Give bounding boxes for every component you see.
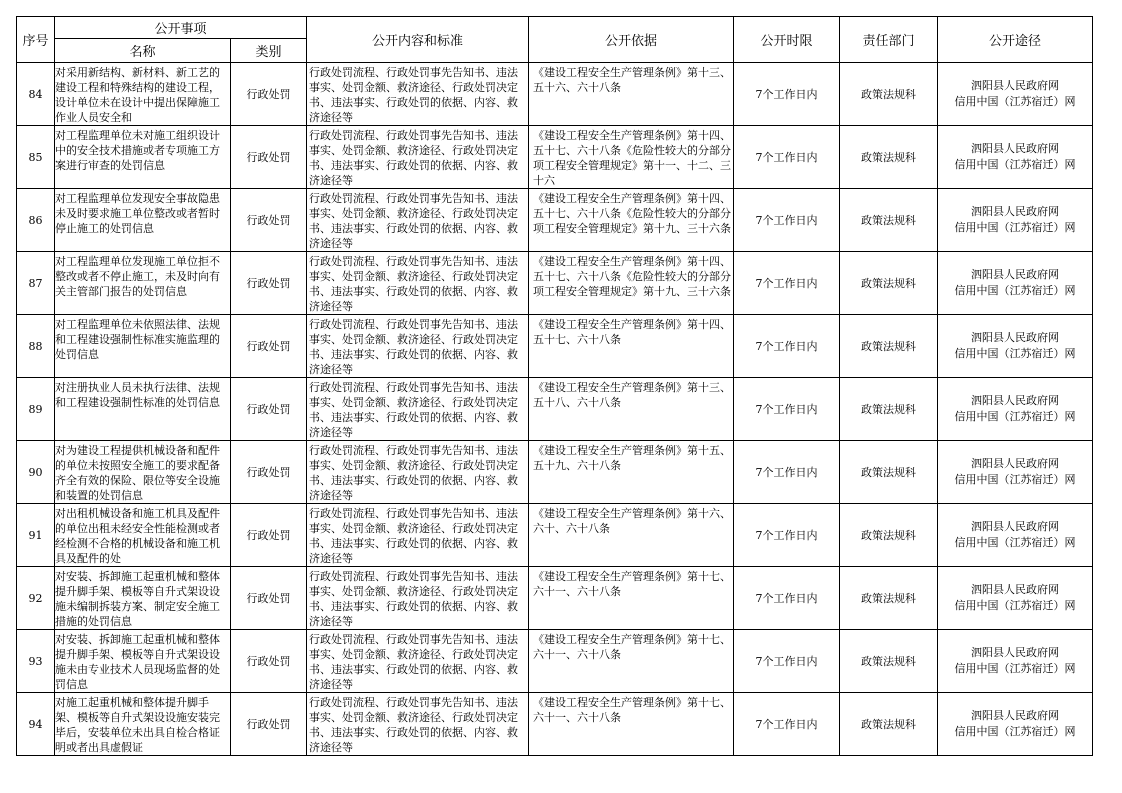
header-channel: 公开途径 xyxy=(938,17,1093,63)
row-category: 行政处罚 xyxy=(246,591,291,605)
disclosure-table xyxy=(16,16,1093,756)
channel-line-2: 信用中国（江苏宿迁）网 xyxy=(954,284,1076,297)
row-time-limit: 7个工作日内 xyxy=(755,87,818,101)
row-channel xyxy=(938,63,1093,126)
row-department: 政策法规科 xyxy=(861,465,916,479)
row-name: 对采用新结构、新材料、新工艺的建设工程和特殊结构的建设工程，设计单位未在设计中提出保障施工作业人员安全和 xyxy=(55,65,220,124)
row-category: 行政处罚 xyxy=(246,213,291,227)
row-seq: 93 xyxy=(28,654,43,668)
table-row xyxy=(17,189,1093,252)
channel-line-1: 泗阳县人民政府网 xyxy=(971,142,1059,155)
row-seq: 90 xyxy=(28,465,43,479)
row-basis: 《建设工程安全生产管理条例》第十三、五十六、六十八条 xyxy=(533,65,731,94)
row-seq: 94 xyxy=(28,717,43,731)
header-name: 名称 xyxy=(55,39,231,63)
row-seq: 84 xyxy=(28,87,43,101)
header-basis: 公开依据 xyxy=(529,17,734,63)
channel-line-2: 信用中国（江苏宿迁）网 xyxy=(954,725,1076,738)
row-name: 对安装、拆卸施工起重机械和整体提升脚手架、模板等自升式架设设施未由专业技术人员现场监督的处罚信息 xyxy=(55,632,220,691)
channel-line-1: 泗阳县人民政府网 xyxy=(971,79,1059,92)
row-name: 对施工起重机械和整体提升脚手架、模板等自升式架设设施安装完毕后，安装单位未出具自检合格证明或者出具虚假证 xyxy=(55,695,220,754)
row-name: 对工程监理单位未依照法律、法规和工程建设强制性标准实施监理的处罚信息 xyxy=(55,317,220,361)
table-row xyxy=(17,315,1093,378)
row-basis: 《建设工程安全生产管理条例》第十四、五十七、六十八条《危险性较大的分部分项工程安全管理规定》第十一、十二、三十六 xyxy=(533,128,731,187)
row-department: 政策法规科 xyxy=(861,717,916,731)
row-department: 政策法规科 xyxy=(861,339,916,353)
row-category: 行政处罚 xyxy=(246,654,291,668)
row-seq: 92 xyxy=(28,591,43,605)
row-name: 对为建设工程提供机械设备和配件的单位未按照安全施工的要求配备齐全有效的保险、限位等安全设施和装置的处罚信息 xyxy=(55,443,220,502)
row-channel xyxy=(938,315,1093,378)
row-department: 政策法规科 xyxy=(861,276,916,290)
row-channel xyxy=(938,693,1093,756)
table-row xyxy=(17,504,1093,567)
channel-line-2: 信用中国（江苏宿迁）网 xyxy=(954,158,1076,171)
header-content: 公开内容和标准 xyxy=(307,17,529,63)
row-channel xyxy=(938,441,1093,504)
row-time-limit: 7个工作日内 xyxy=(755,654,818,668)
table-row xyxy=(17,378,1093,441)
row-seq: 89 xyxy=(28,402,43,416)
channel-line-1: 泗阳县人民政府网 xyxy=(971,457,1059,470)
row-basis: 《建设工程安全生产管理条例》第十四、五十七、六十八条《危险性较大的分部分项工程安全管理规定》第十九、三十六条 xyxy=(533,254,731,298)
row-category: 行政处罚 xyxy=(246,87,291,101)
table-row xyxy=(17,441,1093,504)
row-content: 行政处罚流程、行政处罚事先告知书、违法事实、处罚金额、救济途径、行政处罚决定书、违法事实、行政处罚的依据、内容、救济途径等 xyxy=(309,695,518,754)
row-basis: 《建设工程安全生产管理条例》第十六、六十、六十八条 xyxy=(533,506,731,535)
row-name: 对安装、拆卸施工起重机械和整体提升脚手架、模板等自升式架设设施未编制拆装方案、制定安全施工措施的处罚信息 xyxy=(55,569,220,628)
channel-line-1: 泗阳县人民政府网 xyxy=(971,646,1059,659)
row-seq: 85 xyxy=(28,150,43,164)
table-row xyxy=(17,252,1093,315)
row-basis: 《建设工程安全生产管理条例》第十五、五十九、六十八条 xyxy=(533,443,731,472)
row-department: 政策法规科 xyxy=(861,402,916,416)
row-category: 行政处罚 xyxy=(246,276,291,290)
channel-line-2: 信用中国（江苏宿迁）网 xyxy=(954,599,1076,612)
row-department: 政策法规科 xyxy=(861,87,916,101)
row-department: 政策法规科 xyxy=(861,150,916,164)
row-content: 行政处罚流程、行政处罚事先告知书、违法事实、处罚金额、救济途径、行政处罚决定书、违法事实、行政处罚的依据、内容、救济途径等 xyxy=(309,506,518,565)
row-time-limit: 7个工作日内 xyxy=(755,528,818,542)
row-content: 行政处罚流程、行政处罚事先告知书、违法事实、处罚金额、救济途径、行政处罚决定书、违法事实、行政处罚的依据、内容、救济途径等 xyxy=(309,317,518,376)
header-time-limit: 公开时限 xyxy=(734,17,840,63)
row-channel xyxy=(938,189,1093,252)
row-basis: 《建设工程安全生产管理条例》第十七、六十一、六十八条 xyxy=(533,695,731,724)
channel-line-2: 信用中国（江苏宿迁）网 xyxy=(954,473,1076,486)
header-category: 类别 xyxy=(231,39,307,63)
row-channel xyxy=(938,252,1093,315)
row-department: 政策法规科 xyxy=(861,591,916,605)
row-time-limit: 7个工作日内 xyxy=(755,402,818,416)
table-row xyxy=(17,63,1093,126)
channel-line-1: 泗阳县人民政府网 xyxy=(971,520,1059,533)
row-time-limit: 7个工作日内 xyxy=(755,465,818,479)
row-category: 行政处罚 xyxy=(246,339,291,353)
row-name: 对工程监理单位未对施工组织设计中的安全技术措施或者专项施工方案进行审查的处罚信息 xyxy=(55,128,220,172)
channel-line-2: 信用中国（江苏宿迁）网 xyxy=(954,536,1076,549)
row-name: 对出租机械设备和施工机具及配件的单位出租未经安全性能检测或者经检测不合格的机械设备和施工机具及配件的处 xyxy=(55,506,220,565)
row-category: 行政处罚 xyxy=(246,528,291,542)
row-category: 行政处罚 xyxy=(246,402,291,416)
row-content: 行政处罚流程、行政处罚事先告知书、违法事实、处罚金额、救济途径、行政处罚决定书、违法事实、行政处罚的依据、内容、救济途径等 xyxy=(309,569,518,628)
row-time-limit: 7个工作日内 xyxy=(755,717,818,731)
row-department: 政策法规科 xyxy=(861,213,916,227)
channel-line-2: 信用中国（江苏宿迁）网 xyxy=(954,95,1076,108)
row-name: 对工程监理单位发现施工单位拒不整改或者不停止施工，未及时向有关主管部门报告的处罚信息 xyxy=(55,254,220,298)
row-seq: 87 xyxy=(28,276,43,290)
table-row xyxy=(17,693,1093,756)
row-department: 政策法规科 xyxy=(861,528,916,542)
channel-line-1: 泗阳县人民政府网 xyxy=(971,709,1059,722)
header-department: 责任部门 xyxy=(840,17,938,63)
row-time-limit: 7个工作日内 xyxy=(755,276,818,290)
channel-line-1: 泗阳县人民政府网 xyxy=(971,583,1059,596)
channel-line-1: 泗阳县人民政府网 xyxy=(971,268,1059,281)
row-time-limit: 7个工作日内 xyxy=(755,339,818,353)
row-channel xyxy=(938,378,1093,441)
row-time-limit: 7个工作日内 xyxy=(755,213,818,227)
header-seq: 序号 xyxy=(17,17,55,63)
row-channel xyxy=(938,126,1093,189)
channel-line-2: 信用中国（江苏宿迁）网 xyxy=(954,221,1076,234)
row-category: 行政处罚 xyxy=(246,717,291,731)
row-content: 行政处罚流程、行政处罚事先告知书、违法事实、处罚金额、救济途径、行政处罚决定书、违法事实、行政处罚的依据、内容、救济途径等 xyxy=(309,443,518,502)
row-name: 对注册执业人员未执行法律、法规和工程建设强制性标准的处罚信息 xyxy=(55,380,220,409)
row-content: 行政处罚流程、行政处罚事先告知书、违法事实、处罚金额、救济途径、行政处罚决定书、违法事实、行政处罚的依据、内容、救济途径等 xyxy=(309,65,518,124)
row-channel xyxy=(938,504,1093,567)
row-content: 行政处罚流程、行政处罚事先告知书、违法事实、处罚金额、救济途径、行政处罚决定书、违法事实、行政处罚的依据、内容、救济途径等 xyxy=(309,380,518,439)
row-content: 行政处罚流程、行政处罚事先告知书、违法事实、处罚金额、救济途径、行政处罚决定书、违法事实、行政处罚的依据、内容、救济途径等 xyxy=(309,632,518,691)
channel-line-2: 信用中国（江苏宿迁）网 xyxy=(954,347,1076,360)
table-row xyxy=(17,126,1093,189)
row-time-limit: 7个工作日内 xyxy=(755,150,818,164)
row-seq: 88 xyxy=(28,339,43,353)
row-basis: 《建设工程安全生产管理条例》第十三、五十八、六十八条 xyxy=(533,380,731,409)
row-content: 行政处罚流程、行政处罚事先告知书、违法事实、处罚金额、救济途径、行政处罚决定书、违法事实、行政处罚的依据、内容、救济途径等 xyxy=(309,254,518,313)
row-department: 政策法规科 xyxy=(861,654,916,668)
table-row xyxy=(17,567,1093,630)
row-content: 行政处罚流程、行政处罚事先告知书、违法事实、处罚金额、救济途径、行政处罚决定书、违法事实、行政处罚的依据、内容、救济途径等 xyxy=(309,128,518,187)
row-content: 行政处罚流程、行政处罚事先告知书、违法事实、处罚金额、救济途径、行政处罚决定书、违法事实、行政处罚的依据、内容、救济途径等 xyxy=(309,191,518,250)
row-basis: 《建设工程安全生产管理条例》第十四、五十七、六十八条《危险性较大的分部分项工程安全管理规定》第十九、三十六条 xyxy=(533,191,731,235)
row-channel xyxy=(938,567,1093,630)
channel-line-1: 泗阳县人民政府网 xyxy=(971,394,1059,407)
table-row xyxy=(17,630,1093,693)
table-body xyxy=(17,63,1093,756)
channel-line-2: 信用中国（江苏宿迁）网 xyxy=(954,662,1076,675)
row-seq: 91 xyxy=(28,528,43,542)
row-category: 行政处罚 xyxy=(246,465,291,479)
row-time-limit: 7个工作日内 xyxy=(755,591,818,605)
row-category: 行政处罚 xyxy=(246,150,291,164)
row-seq: 86 xyxy=(28,213,43,227)
row-name: 对工程监理单位发现安全事故隐患未及时要求施工单位整改或者暂时停止施工的处罚信息 xyxy=(55,191,220,235)
row-basis: 《建设工程安全生产管理条例》第十四、五十七、六十八条 xyxy=(533,317,731,346)
header-item-group: 公开事项 xyxy=(55,17,307,39)
row-channel xyxy=(938,630,1093,693)
row-basis: 《建设工程安全生产管理条例》第十七、六十一、六十八条 xyxy=(533,632,731,661)
channel-line-2: 信用中国（江苏宿迁）网 xyxy=(954,410,1076,423)
channel-line-1: 泗阳县人民政府网 xyxy=(971,205,1059,218)
channel-line-1: 泗阳县人民政府网 xyxy=(971,331,1059,344)
row-basis: 《建设工程安全生产管理条例》第十七、六十一、六十八条 xyxy=(533,569,731,598)
